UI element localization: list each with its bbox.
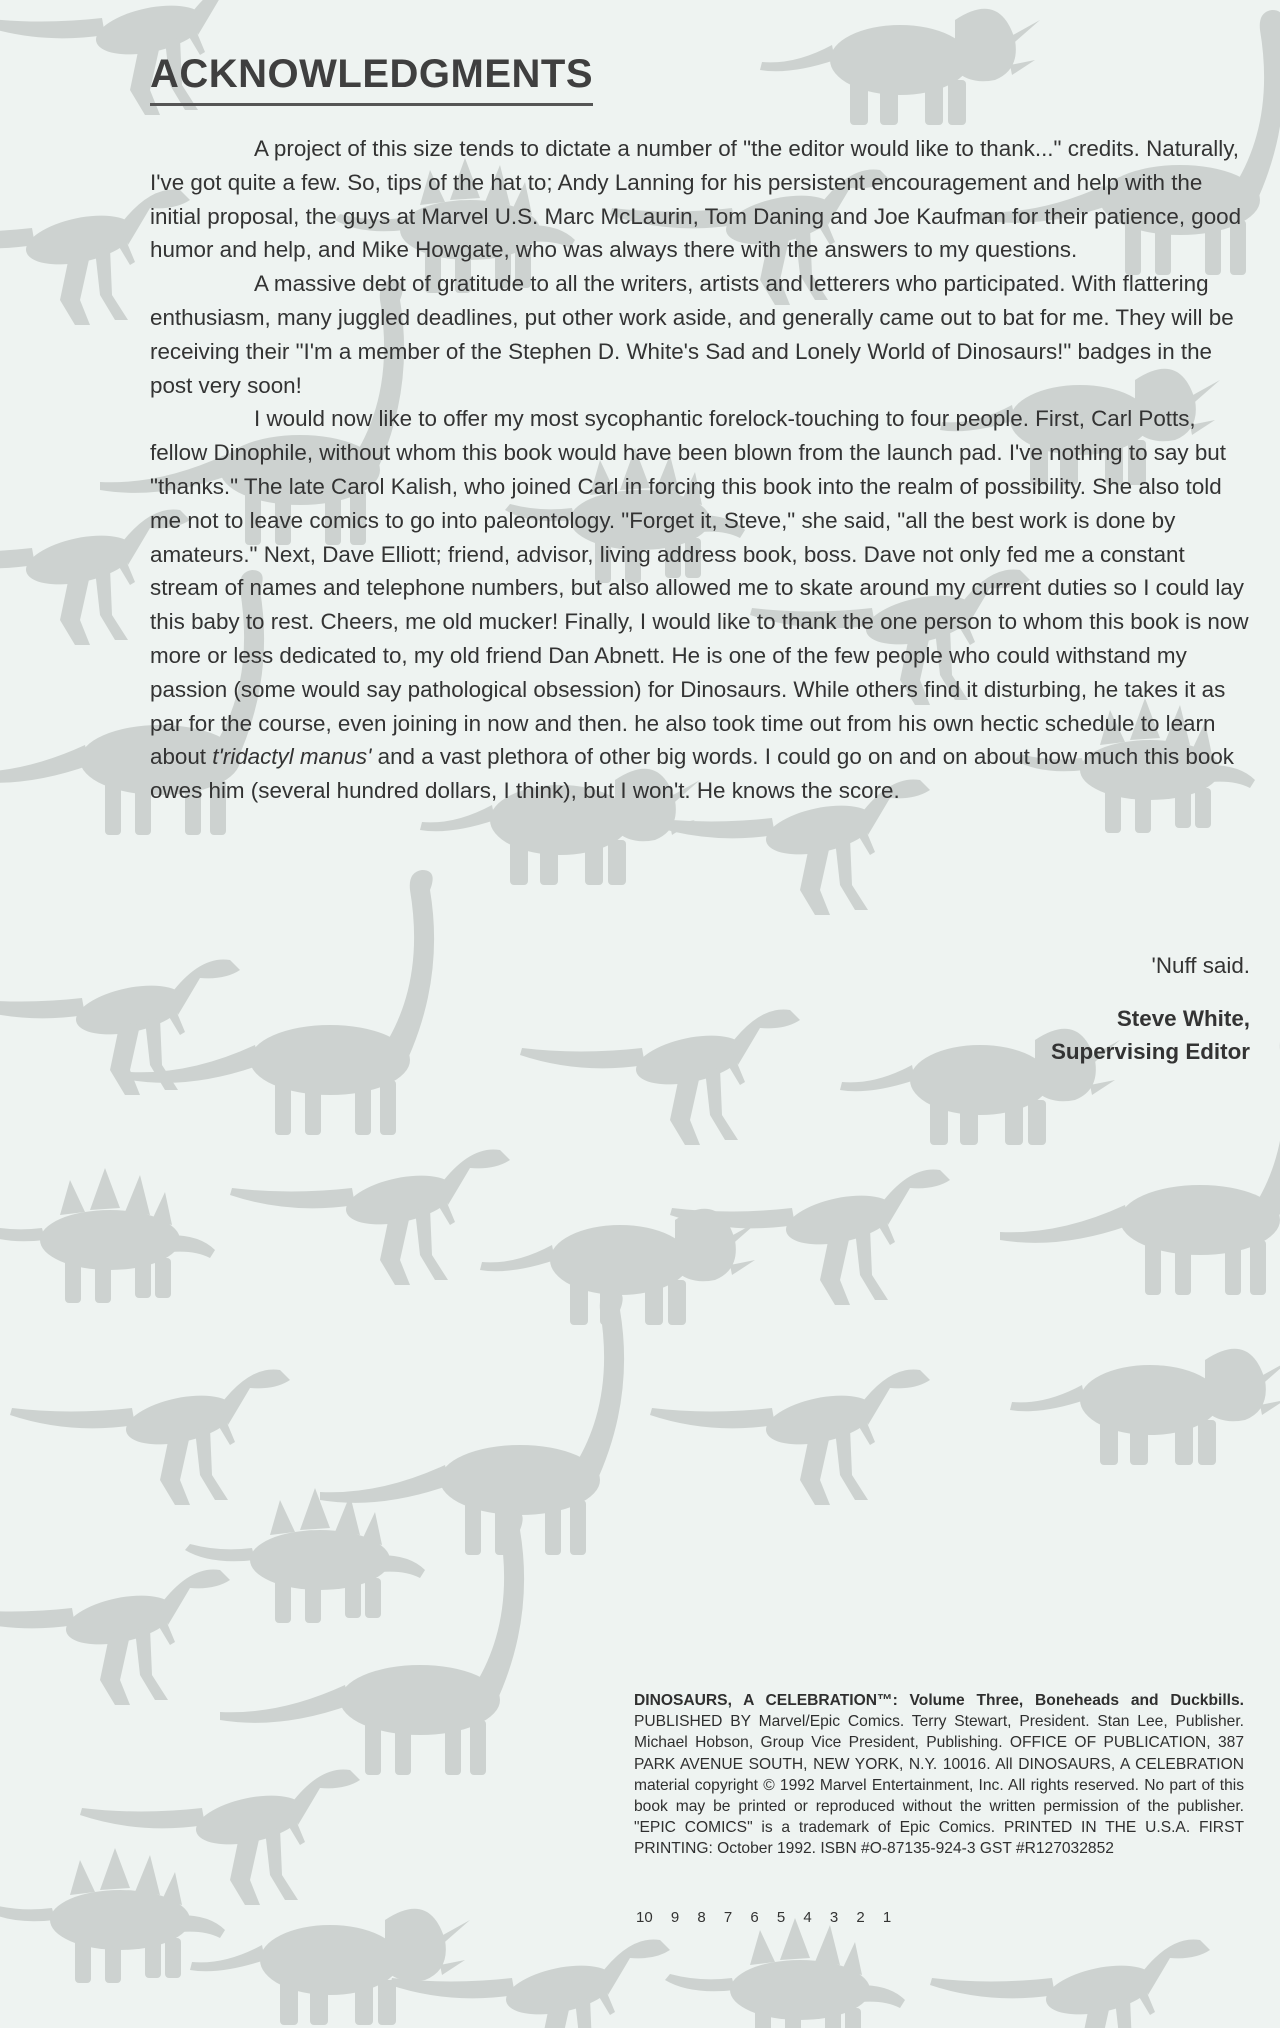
paragraph-3-italic-term: t'ridactyl manus'	[212, 744, 372, 770]
paragraph-3	[150, 402, 1250, 808]
colophon-title: DINOSAURS, A CELEBRATION™: Volume Three, Boneheads and Duckbills.	[634, 1692, 1244, 1709]
paragraph-2: A massive debt of gratitude to all the writers, artists and letterers who participated. With flattering enthusiasm, many juggled deadlines, put other work aside, and generally came out to bat for me. They will be receiving their "I'm a member of the Stephen D. White's Sad and Lonely World of Dinosaurs!" badges in the post very soon!	[150, 271, 1234, 398]
signoff-role: Supervising Editor	[1050, 1039, 1250, 1064]
print-line-numbers: 10 9 8 7 6 5 4 3 2 1	[636, 1909, 892, 1926]
signoff-name: Steve White,	[1116, 1006, 1250, 1031]
signoff-nuff-said: 'Nuff said.	[1151, 953, 1250, 978]
paragraph-3-text-a: I would now like to offer my most sycophantic forelock-touching to four people. First, Carl Potts, fellow Dinophile, without whom this book would have been blown from the launch pad. I've nothing to say but "thanks." The late Carol Kalish, who joined Carl in forcing this book into the realm of possibility. She also told me not to leave comics to go into paleontology. "Forget it, Steve," she said, "all the best work is done by amateurs." Next, Dave Elliott; friend, advisor, living address book, boss. Dave not only fed me a constant stream of names and telephone numbers, but also allowed me to skate around my current duties so I could lay this baby to rest. Cheers, me old mucker! Finally, I would like to thank the one person to whom this book is now more or less dedicated to, my old friend Dan Abnett. He is one of the few people who could withstand my passion (some would say pathological obsession) for Dinosaurs. While others find it disturbing, he takes it as par for the course, even joining in now and then. he also took time out from his own hectic schedule to learn about	[150, 406, 1249, 770]
paragraph-3-text-b: and a vast plethora of other big words. I could go on and on about how much this book owes him (several hundred dollars, I think), but I won't. He knows the score.	[150, 744, 1234, 804]
publication-colophon	[634, 1690, 1244, 1860]
paragraph-1: A project of this size tends to dictate a number of "the editor would like to thank..." credits. Naturally, I've got quite a few. So, tips of the hat to; Andy Lanning for his persistent encouragement and help with the initial proposal, the guys at Marvel U.S. Marc McLaurin, Tom Daning and Joe Kaufman for their patience, good humor and help, and Mike Howgate, who was always there with the answers to my questions.	[150, 136, 1242, 263]
colophon-text: PUBLISHED BY Marvel/Epic Comics. Terry Stewart, President. Stan Lee, Publisher. Michael Hobson, Group Vice President, Publishing. OFFICE OF PUBLICATION, 387 PARK AVENUE SOUTH, NEW YORK, N.Y. 10016. All DINOSAURS, A CELEBRATION material copyright © 1992 Marvel Entertainment, Inc. All rights reserved. No part of this book may be printed or reproduced without the written permission of the publisher. "EPIC COMICS" is a trademark of Epic Comics. PRINTED IN THE U.S.A. FIRST PRINTING: October 1992. ISBN #O-87135-924-3 GST #R127032852	[634, 1713, 1244, 1858]
page-title: ACKNOWLEDGMENTS	[150, 52, 593, 106]
signoff	[1051, 949, 1250, 1068]
acknowledgments-body	[150, 132, 1250, 808]
